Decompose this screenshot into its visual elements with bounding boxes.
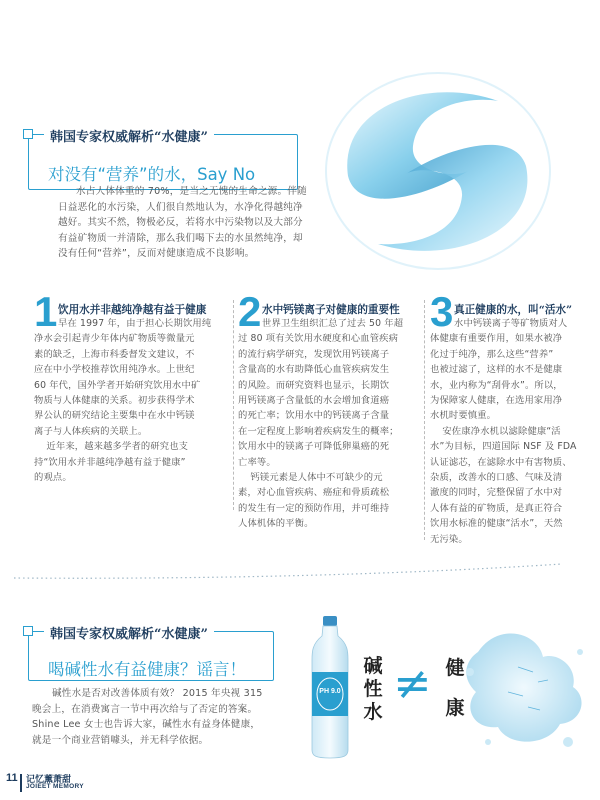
column-divider xyxy=(233,300,234,510)
column2-line: 的死亡率；饮用水中的钙镁离子含量 xyxy=(238,410,390,422)
magazine-title-cn: 记忆薰萧甜 xyxy=(26,775,72,785)
column2-number: 2 xyxy=(238,288,262,335)
column3-line: 无污染。 xyxy=(430,533,468,545)
column3-line: 认证滤芯，在滤除水中有害物质、 xyxy=(430,456,572,468)
section1-header-corner xyxy=(23,129,33,139)
column1-line: 的观点。 xyxy=(34,472,72,484)
column-divider xyxy=(424,300,425,540)
column1-line: 持“饮用水并非越纯净越有益于健康” xyxy=(34,456,186,468)
footer-divider xyxy=(20,774,22,792)
column2-line: 用钙镁离子含量低的水会增加食道癌 xyxy=(238,395,390,407)
column3-line: 体健康有重要作用，如果水被净 xyxy=(430,333,563,345)
column1-line: 近年来，越来越多学者的研究也支 xyxy=(34,441,189,453)
column3-heading: 真正健康的水，叫“活水” xyxy=(454,304,573,316)
intro-line: 越好。其实不然，物极必反，若将水中污染物以及大部分 xyxy=(58,217,303,229)
column3-number: 3 xyxy=(430,288,454,335)
alkaline-char: 碱 xyxy=(363,655,383,677)
alkaline-char: 性 xyxy=(363,678,383,700)
health-char: 康 xyxy=(445,697,465,719)
column2-line: 世界卫生组织汇总了过去 50 年超 xyxy=(262,318,404,329)
water-swirl-image xyxy=(318,66,556,276)
intro-line: 没有任何“营养”，反而对健康造成不良影响。 xyxy=(58,248,255,260)
dotted-divider xyxy=(14,562,562,582)
water-bottle-image xyxy=(308,614,352,760)
column3-line: 水中钙镁离子等矿物质对人 xyxy=(454,318,568,329)
column1-heading: 饮用水并非越纯净越有益于健康 xyxy=(58,304,207,316)
page-number: 11 xyxy=(6,772,18,784)
column3-line: 饮用水标准的健康“活水”，天然 xyxy=(430,518,563,530)
column1-number: 1 xyxy=(34,288,58,335)
intro-line: 水占人体体重的 70%，是当之无愧的生命之源。伴随 xyxy=(76,186,307,197)
section2-header-title: 韩国专家权威解析“水健康” xyxy=(44,623,214,642)
column2-line: 人体机体的平衡。 xyxy=(238,518,314,530)
section2-line: 碱性水是否对改善体质有效？ 2015 年央视 315 xyxy=(52,688,263,699)
column1-line: 离子与人体疾病的关联上。 xyxy=(34,425,148,437)
column1-line: 早在 1997 年，由于担心长期饮用纯 xyxy=(58,318,212,329)
column3-line: 水，业内称为“刮骨水”。所以， xyxy=(430,379,563,391)
column3-body xyxy=(430,316,586,547)
column2-line: 饮用水中的镁离子可降低卵巢癌的死 xyxy=(238,441,390,453)
intro-line: 有益矿物质一并清除，那么我们喝下去的水虽然纯净，却 xyxy=(58,232,303,244)
section1-header-title: 韩国专家权威解析“水健康” xyxy=(44,126,214,145)
column3-line: 水”为目标，四道国际 NSF 及 FDA xyxy=(430,441,577,453)
column1-line: 界公认的研究结论主要集中在水中钙镁 xyxy=(34,410,195,422)
column3-line: 安佐康净水机以滤除健康“活 xyxy=(430,425,561,437)
column2-line: 亡率等。 xyxy=(238,456,276,468)
section2-subtitle: 喝碱性水有益健康？谣言！ xyxy=(48,660,246,679)
column2-line: 钙镁元素是人体中不可缺少的元 xyxy=(238,472,383,484)
column1-line: 应在中小学校推荐饮用纯净水。上世纪 xyxy=(34,364,195,376)
column2-line: 的流行病学研究，发现饮用钙镁离子 xyxy=(238,348,390,360)
bottle-label-text: PH 9.0 xyxy=(319,688,341,695)
section2-line: Shine Lee 女士也告诉大家，碱性水有益身体健康， xyxy=(32,719,261,731)
column2-line: 含量高的水有助降低心血管疾病发生 xyxy=(238,364,390,376)
health-char: 健 xyxy=(445,657,465,679)
column1-line: 物质与人体健康的关系。初步获得学术 xyxy=(34,395,195,407)
column1-line: 净水会引起青少年体内矿物质等微量元 xyxy=(34,333,195,345)
column2-line: 素，对心血管疾病、癌症和骨质疏松 xyxy=(238,487,390,499)
column3-line: 人体有益的矿物质，是真正符合 xyxy=(430,502,563,514)
column2-heading: 水中钙镁离子对健康的重要性 xyxy=(262,304,400,316)
section2-body xyxy=(32,686,294,748)
column3-line: 杂质，改善水的口感、气味及清 xyxy=(430,472,563,484)
column2-body xyxy=(238,316,420,532)
column1-body xyxy=(34,316,234,485)
section1-intro xyxy=(58,184,314,262)
column1-line: 素的缺乏，上海市科委督发文建议，不 xyxy=(34,348,195,360)
magazine-title-en: JOIEET MEMORY xyxy=(26,783,84,790)
alkaline-water-label xyxy=(358,655,388,724)
section2-line: 晚会上，在消费寓言一节中再次给与了否定的答案。 xyxy=(32,703,258,715)
alkaline-char: 水 xyxy=(363,701,383,723)
column3-line: 也被过滤了，这样的水不是健康 xyxy=(430,364,563,376)
column2-line: 过 80 项有关饮用水硬度和心血管疾病 xyxy=(238,333,399,345)
column2-line: 在一定程度上影响着疾病发生的概率； xyxy=(238,425,399,437)
column3-line: 化过于纯净，那么这些“营养” xyxy=(430,348,554,360)
intro-line: 日益恶化的水污染，人们很自然地认为，水净化得越纯净 xyxy=(58,201,303,213)
column3-line: 水机时要慎重。 xyxy=(430,410,497,422)
section1-subtitle: 对没有“营养”的水，Say No xyxy=(48,165,256,184)
column3-line: 为保障家人健康，在选用家用净 xyxy=(430,395,563,407)
not-equal-icon: ≠ xyxy=(393,656,432,710)
column1-line: 60 年代，国外学者开始研究饮用水中矿 xyxy=(34,379,201,391)
column3-line: 澈度的同时，完整保留了水中对 xyxy=(430,487,563,499)
column2-line: 的风险。而研究资料也显示，长期饮 xyxy=(238,379,390,391)
section2-line: 就是一个商业营销噱头，并无科学依据。 xyxy=(32,734,209,746)
water-splash-figure-image xyxy=(448,612,598,762)
column2-line: 的发生有一定的预防作用，并可维持 xyxy=(238,502,390,514)
section2-header-corner xyxy=(23,626,33,636)
